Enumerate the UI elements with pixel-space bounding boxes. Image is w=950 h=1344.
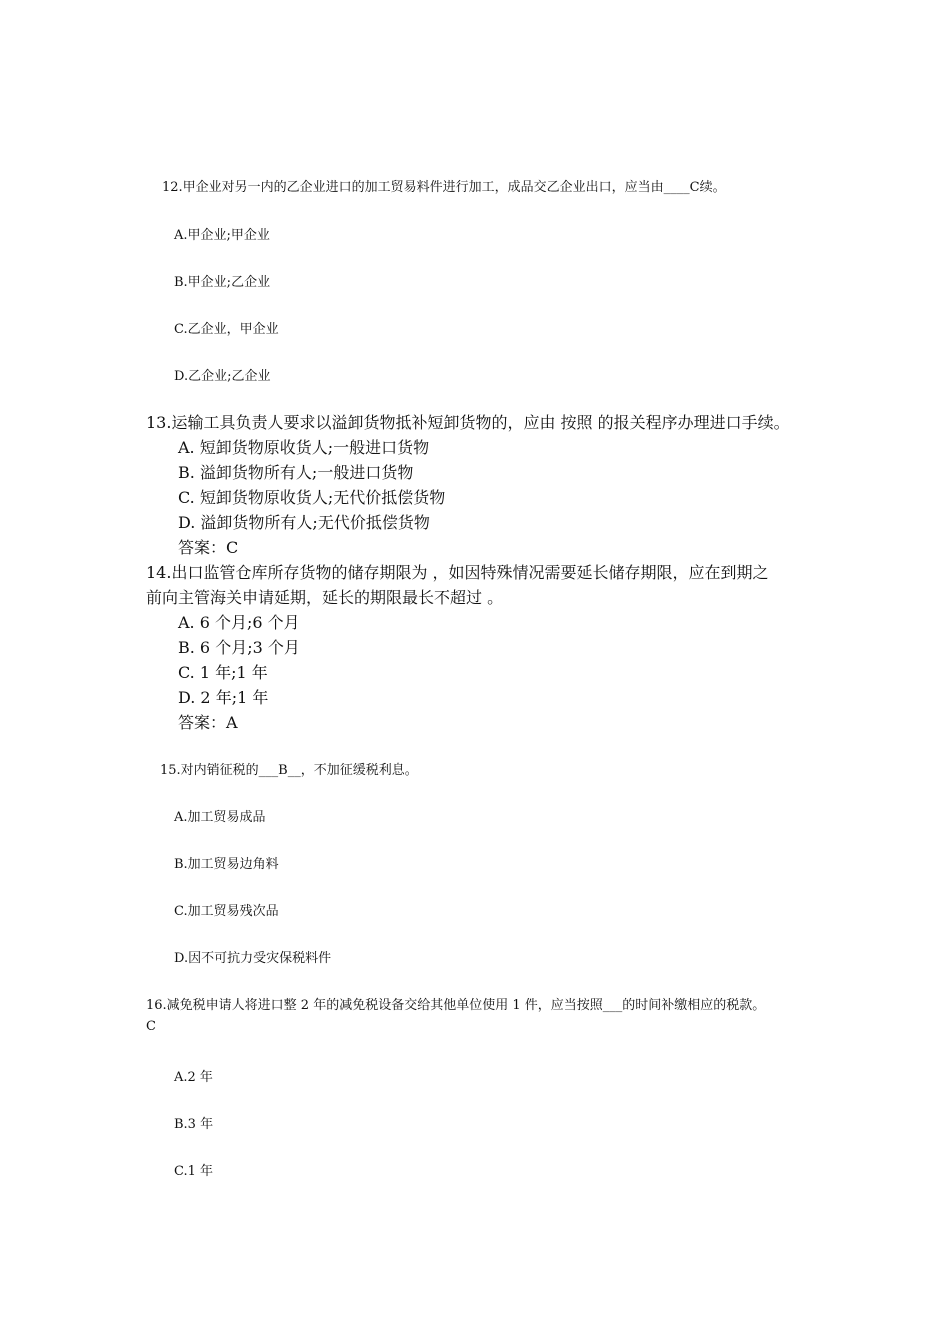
- question-13-option-d: D. 溢卸货物所有人;无代价抵偿货物: [178, 513, 430, 532]
- question-12-option-c: C.乙企业，甲企业: [174, 322, 279, 337]
- question-14-option-b: B. 6 个月;3 个月: [178, 638, 300, 657]
- question-13-option-b: B. 溢卸货物所有人;一般进口货物: [178, 463, 414, 482]
- question-12-option-a: A.甲企业;甲企业: [174, 228, 270, 243]
- question-15-option-c: C.加工贸易残次品: [174, 904, 279, 919]
- question-12-option-d: D.乙企业;乙企业: [174, 369, 271, 384]
- question-16-text-line2: C: [146, 1019, 156, 1034]
- question-14-option-a: A. 6 个月;6 个月: [178, 613, 300, 632]
- question-14-option-d: D. 2 年;1 年: [178, 688, 269, 707]
- question-13-answer: 答案：C: [178, 538, 239, 557]
- question-15-option-a: A.加工贸易成品: [174, 810, 266, 825]
- question-15-text: 15.对内销征税的___B__，不加征缓税利息。: [160, 763, 418, 778]
- question-14-text-line1: 14.出口监管仓库所存货物的储存期限为 ，如因特殊情况需要延长储存期限，应在到期之: [146, 563, 769, 582]
- question-13-option-a: A. 短卸货物原收货人;一般进口货物: [178, 438, 430, 457]
- question-13-text: 13.运输工具负责人要求以溢卸货物抵补短卸货物的，应由 按照 的报关程序办理进口手续。: [146, 413, 790, 432]
- question-16-option-b: B.3 年: [174, 1117, 214, 1132]
- question-14-text-line2: 前向主管海关申请延期，延长的期限最长不超过 。: [146, 588, 504, 607]
- question-14-option-c: C. 1 年;1 年: [178, 663, 268, 682]
- question-16-text-line1: 16.减免税申请人将进口整 2 年的减免税设备交给其他单位使用 1 件，应当按照___的时间补缴相应的税款。: [146, 998, 766, 1013]
- question-12-option-b: B.甲企业;乙企业: [174, 275, 271, 290]
- question-12-text: 12.甲企业对另一内的乙企业进口的加工贸易料件进行加工，成品交乙企业出口，应当由____C续。: [162, 180, 726, 195]
- question-15-option-d: D.因不可抗力受灾保税料件: [174, 951, 332, 966]
- question-13-option-c: C. 短卸货物原收货人;无代价抵偿货物: [178, 488, 446, 507]
- question-14-answer: 答案：A: [178, 713, 238, 732]
- question-16-option-a: A.2 年: [174, 1070, 213, 1085]
- question-15-option-b: B.加工贸易边角料: [174, 857, 279, 872]
- question-16-option-c: C.1 年: [174, 1164, 214, 1179]
